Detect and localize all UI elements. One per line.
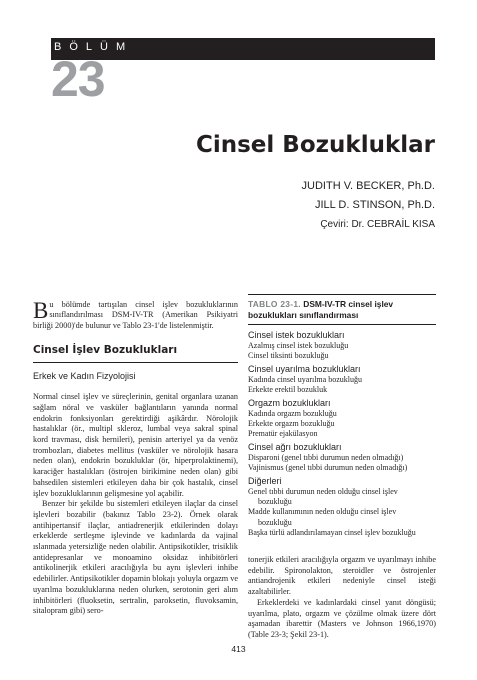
table-row: bozukluğu xyxy=(258,517,292,527)
table-group-heading: Orgazm bozuklukları xyxy=(248,397,331,408)
left-column xyxy=(33,300,238,617)
table-row: Madde kullanımının neden olduğu cinsel işlev xyxy=(248,507,397,517)
body-paragraph: Normal cinsel işlev ve süreçlerinin, genital organlara uzanan sağlam nöral ve vasküler bağlantıların yanında normal endokrin fonksiyonları gerektirdiği aşikârdır. Nörolojik hastalıklar (ör., multipl skleroz, lumbal veya sakral spinal kord travması, disk hernileri), penisin arteriyel ya da venöz trombozları, diabetes mellitus (vasküler ve nörolojik hasara neden olan), endokrin bozukluklar (ör, hiperprolaktinemi), karaciğer hastalıkları (östrojen birikimine neden olan) gibi bahsedilen sistemleri etkileyen daha bir çok hastalık, cinsel işlev bozukluklarının gelişmesine yol açabilir. xyxy=(33,392,238,498)
body-paragraph: Benzer bir şekilde bu sistemleri etkileyen ilaçlar da cinsel işlevleri bozabilir (bakınız Tablo 23-2). Örnek olarak antihipertansif ilaçlar, antiadrenerjik etkilerinden dolayı erkeklerde sertleşme işlevinde ve kadınlarda da vajinal ıslanmada yetersizliğe neden olabilir. Antipsikotikler, trisiklik antidepresanlar ve monoamino oksidaz inhibitörleri antikolinerjik etkileri aracılığıyla bu aynı işlevleri inhibe edebilirler. Antipsikotikler dopamin blokajı yoluyla orgazm ve uyarılma bozukluklarına neden olurken, serotonin geri alım inhibitörleri (fluoksetin, sertralin, paroksetin, fluvoksamin, sitalopram gibi) sero- xyxy=(33,499,238,616)
table-body xyxy=(248,325,436,539)
body-paragraph: tonerjik etkileri aracılığıyla orgazm ve uyarılmayı inhibe edebilir. Spironolakton, steroidler ve östrojenler antiandrojenik etkileri nedeniyle cinsel isteği azaltabilirler. xyxy=(248,555,436,597)
table-number: TABLO 23-1. xyxy=(248,299,301,309)
body-paragraph: Erkeklerdeki ve kadınlardaki cinsel yanıt döngüsü; uyarılma, plato, orgazm ve çözülme olmak üzere dört aşamadan ibarettir (Masters ve Johnson 1966,1970) (Table 23-3; Şekil 23-1). xyxy=(248,597,436,639)
table-row: bozukluğu xyxy=(258,497,292,507)
table-row: Erkekte orgazm bozukluğu xyxy=(248,419,335,429)
table-row: Disparoni (genel tıbbi durumun neden olmadığı) xyxy=(248,452,404,462)
table-row: Cinsel tiksinti bozukluğu xyxy=(248,351,329,361)
table-group-heading: Diğerleri xyxy=(248,475,282,486)
chapter-number: 23 xyxy=(51,51,105,107)
table-group xyxy=(248,441,436,474)
table-group xyxy=(248,475,436,539)
table-row: Erkekte erektil bozukluk xyxy=(248,385,328,395)
table-row: Kadında cinsel uyarılma bozukluğu xyxy=(248,374,362,384)
table-row: Prematür ejakülasyon xyxy=(248,429,318,439)
translator-credit: Çeviri: Dr. CEBRAİL KISA xyxy=(320,219,435,230)
chapter-label: BÖLÜM xyxy=(54,41,134,53)
drop-cap: B xyxy=(33,298,49,323)
intro-paragraph xyxy=(33,300,238,331)
subsection-heading: Erkek ve Kadın Fizyolojisi xyxy=(33,371,136,382)
table-group xyxy=(248,363,436,396)
table-row: Vajinismus (genel tıbbi durumun neden olmadığı) xyxy=(248,463,408,473)
table-row: Azalmış cinsel istek bozukluğu xyxy=(248,341,349,350)
table-row: Başka türlü adlandırılamayan cinsel işlev bozukluğu xyxy=(248,528,416,538)
table-title: DSM-IV-TR cinsel işlev bozuklukları sınıflandırması xyxy=(248,299,394,320)
table-row: Genel tıbbi durumun neden olduğu cinsel işlev xyxy=(248,486,398,496)
table-row: Kadında orgazm bozukluğu xyxy=(248,408,337,418)
author-block xyxy=(302,177,435,234)
chapter-title: Cinsel Bozukluklar xyxy=(195,132,435,158)
intro-text: u bölümde tartışılan cinsel işlev bozukluklarının sınıflandırılması DSM-IV-TR (Amerikan Psikiyatri birliği 2000)'de bulunur ve Tablo 23-1'de listelenmiştir. xyxy=(33,300,238,330)
classification-table xyxy=(248,294,436,540)
section-rule xyxy=(33,362,238,363)
body-text xyxy=(33,392,238,617)
author-name: JILL D. STINSON, Ph.D. xyxy=(314,199,435,211)
table-group xyxy=(248,397,436,440)
author-name: JUDITH V. BECKER, Ph.D. xyxy=(301,180,435,192)
table-top-rule xyxy=(248,294,436,295)
table-group-heading: Cinsel ağrı bozuklukları xyxy=(248,441,342,452)
table-group xyxy=(248,329,436,362)
section-heading: Cinsel İşlev Bozuklukları xyxy=(33,344,178,357)
table-caption xyxy=(248,299,436,320)
right-column-text xyxy=(248,555,436,641)
table-group-heading: Cinsel istek bozuklukları xyxy=(248,330,345,340)
table-group-heading: Cinsel uyarılma bozuklukları xyxy=(248,363,361,374)
page-number: 413 xyxy=(231,644,246,654)
